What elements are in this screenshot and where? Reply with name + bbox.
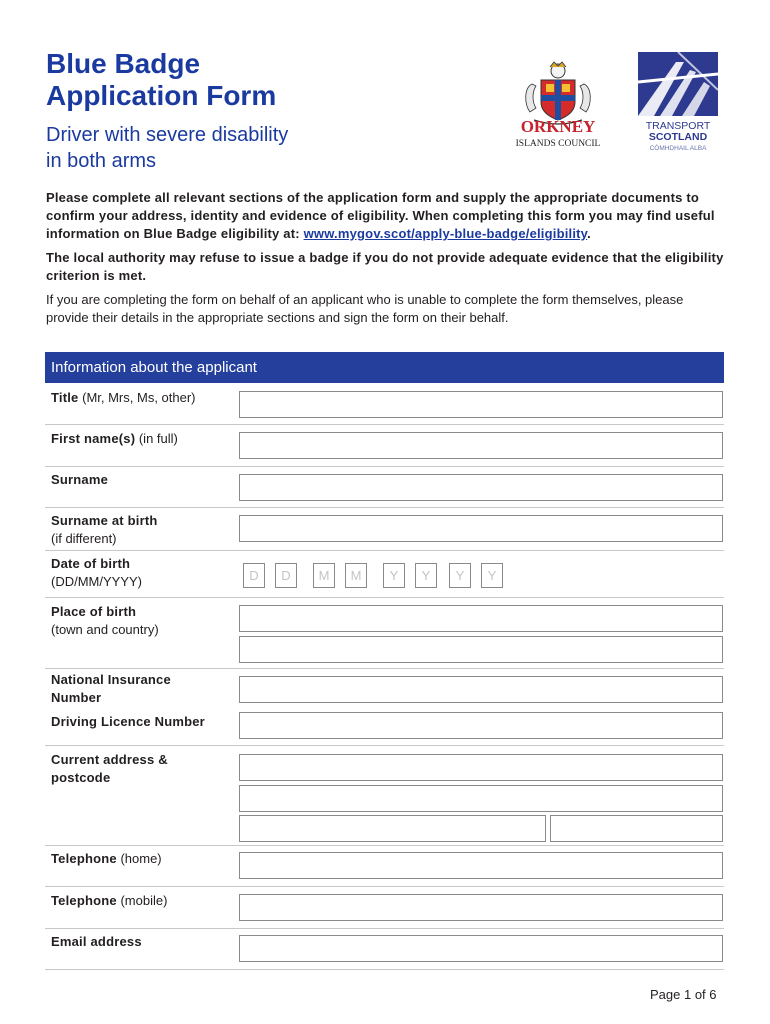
label-tel-mobile-bold: Telephone xyxy=(51,893,117,908)
divider xyxy=(45,424,724,425)
divider xyxy=(45,886,724,887)
label-telephone-home xyxy=(51,850,162,868)
label-first-bold: First name(s) xyxy=(51,431,136,446)
address-input-2[interactable] xyxy=(239,785,723,812)
dob-year-1[interactable]: Y xyxy=(383,563,405,588)
surname-at-birth-input[interactable] xyxy=(239,515,723,542)
label-tel-home-note: (home) xyxy=(116,851,162,866)
label-surname-at-birth xyxy=(51,512,158,548)
dob-year-2[interactable]: Y xyxy=(415,563,437,588)
label-dob-bold: Date of birth xyxy=(51,556,131,571)
driving-licence-input[interactable] xyxy=(239,712,723,739)
dob-month-2[interactable]: M xyxy=(345,563,367,588)
label-email-bold: Email address xyxy=(51,934,142,949)
transport-scotland-icon xyxy=(638,52,718,116)
form-subtitle xyxy=(46,122,288,174)
intro-p1-end: . xyxy=(587,226,591,241)
eligibility-link[interactable]: www.mygov.scot/apply-blue-badge/eligibility xyxy=(303,226,588,241)
divider xyxy=(45,969,724,970)
divider xyxy=(45,928,724,929)
dob-day-1[interactable]: D xyxy=(243,563,265,588)
dob-year-3[interactable]: Y xyxy=(449,563,471,588)
title-line-1: Blue Badge xyxy=(46,48,201,79)
orkney-sub: ISLANDS COUNCIL xyxy=(515,139,601,149)
label-driving-licence xyxy=(51,713,205,731)
dob-year-4[interactable]: Y xyxy=(481,563,503,588)
label-telephone-mobile xyxy=(51,892,167,910)
coat-of-arms-icon xyxy=(526,62,591,124)
subtitle-line-1: Driver with severe disability xyxy=(46,124,289,146)
label-tel-mobile-note: (mobile) xyxy=(116,893,168,908)
divider xyxy=(45,745,724,746)
title-line-2: Application Form xyxy=(46,80,277,111)
email-input[interactable] xyxy=(239,935,723,962)
label-address-line-2: postcode xyxy=(51,770,111,785)
label-national-insurance xyxy=(51,671,171,707)
divider xyxy=(45,507,724,508)
label-current-address xyxy=(51,751,168,787)
divider xyxy=(45,550,724,551)
title-input[interactable] xyxy=(239,391,723,418)
dob-month-1[interactable]: M xyxy=(313,563,335,588)
form-title xyxy=(46,48,276,112)
label-pob-bold: Place of birth xyxy=(51,604,137,619)
label-date-of-birth xyxy=(51,555,142,591)
label-surname-bold: Surname xyxy=(51,472,109,487)
label-surname-birth-bold: Surname at birth xyxy=(51,513,158,528)
dob-day-2[interactable]: D xyxy=(275,563,297,588)
orkney-council-logo xyxy=(506,58,610,150)
ts-line-3: CÒMHDHAIL ALBA xyxy=(649,145,707,152)
label-title xyxy=(51,389,196,407)
label-email xyxy=(51,933,142,951)
intro-paragraph-3: If you are completing the form on behalf of an applicant who is unable to complete the form themselves, please provide their details in the appropriate sections and sign the form on their behalf. xyxy=(46,292,684,325)
first-name-input[interactable] xyxy=(239,432,723,459)
intro-paragraph-2: The local authority may refuse to issue a badge if you do not provide adequate evidence that the eligibility criterion is met. xyxy=(46,250,724,283)
label-ni-line-1: National Insurance xyxy=(51,672,171,687)
label-dob-note: (DD/MM/YYYY) xyxy=(51,574,142,589)
label-address-line-1: Current address & xyxy=(51,752,168,767)
divider xyxy=(45,466,724,467)
telephone-mobile-input[interactable] xyxy=(239,894,723,921)
label-surname xyxy=(51,471,108,489)
intro-p1-text: Please complete all relevant sections of the application form and supply the appropriate documents to confirm your address, identity and evidence of eligibility. When completing this form you may find useful information on Blue Badge eligibility at: xyxy=(46,190,715,241)
orkney-name: ORKNEY xyxy=(520,117,596,136)
divider xyxy=(45,668,724,669)
label-pob-note: (town and country) xyxy=(51,622,159,637)
divider xyxy=(45,845,724,846)
place-of-birth-input-1[interactable] xyxy=(239,605,723,632)
surname-input[interactable] xyxy=(239,474,723,501)
address-input-3[interactable] xyxy=(239,815,546,842)
subtitle-line-2: in both arms xyxy=(46,150,157,172)
label-tel-home-bold: Telephone xyxy=(51,851,117,866)
label-first-note: (in full) xyxy=(135,431,178,446)
place-of-birth-input-2[interactable] xyxy=(239,636,723,663)
intro-paragraph-1 xyxy=(46,189,728,243)
ts-line-2: SCOTLAND xyxy=(648,131,708,143)
intro-text xyxy=(46,189,728,333)
postcode-input[interactable] xyxy=(550,815,723,842)
transport-scotland-logo xyxy=(638,52,718,152)
label-place-of-birth xyxy=(51,603,159,639)
label-ni-line-2: Number xyxy=(51,690,102,705)
ts-line-1: TRANSPORT xyxy=(645,120,711,132)
section-header-applicant: Information about the applicant xyxy=(45,352,724,383)
label-first-name xyxy=(51,430,178,448)
label-licence-bold: Driving Licence Number xyxy=(51,714,205,729)
label-title-note: (Mr, Mrs, Ms, other) xyxy=(78,390,196,405)
page-number: Page 1 of 6 xyxy=(650,987,717,1002)
divider xyxy=(45,597,724,598)
address-input-1[interactable] xyxy=(239,754,723,781)
national-insurance-input[interactable] xyxy=(239,676,723,703)
label-surname-birth-note: (if different) xyxy=(51,531,117,546)
label-title-bold: Title xyxy=(51,390,79,405)
telephone-home-input[interactable] xyxy=(239,852,723,879)
